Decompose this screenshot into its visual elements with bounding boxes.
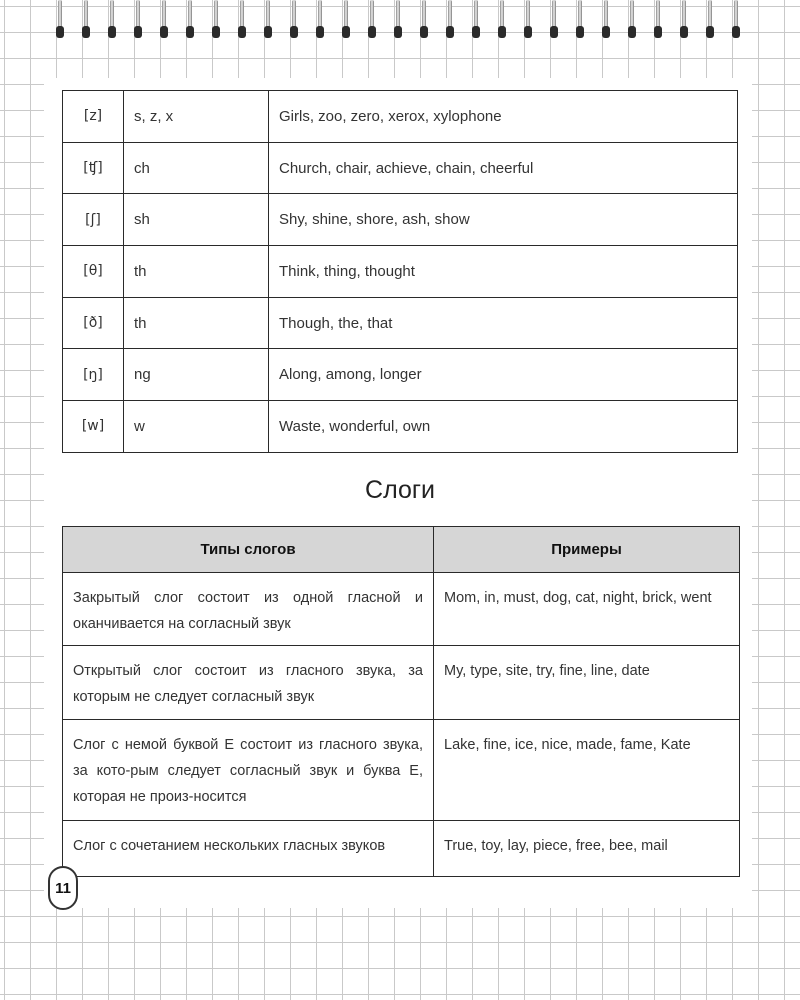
spiral-binding [0,0,800,46]
binding-ring [342,0,350,40]
syllable-examples-cell: Lake, fine, ice, nice, made, fame, Kate [434,720,740,821]
table-header-row [63,527,740,573]
binding-ring [134,0,142,40]
binding-ring [446,0,454,40]
table-row [63,194,738,246]
binding-ring [654,0,662,40]
syllable-examples-cell: True, toy, lay, piece, free, bee, mail [434,821,740,877]
syllable-examples-cell: Mom, in, must, dog, cat, night, brick, went [434,573,740,646]
table-row [63,349,738,401]
letters-cell: th [124,246,269,298]
sounds-table [62,90,738,453]
binding-ring [472,0,480,40]
examples-cell: Church, chair, achieve, chain, cheerful [269,142,738,194]
syllable-type-cell: Слог с сочетанием нескольких гласных звуков [63,821,434,877]
syllables-table [62,526,740,877]
binding-ring [186,0,194,40]
binding-ring [368,0,376,40]
syllable-examples-cell: My, type, site, try, fine, line, date [434,646,740,720]
table-row [63,646,740,720]
syllable-type-cell: Слог с немой буквой E состоит из гласного звука, за кото-рым следует согласный звук и буква E, которая не произ-носится [63,720,434,821]
binding-ring [160,0,168,40]
examples-cell: Along, among, longer [269,349,738,401]
letters-cell: w [124,401,269,453]
binding-ring [680,0,688,40]
section-title: Слоги [365,476,435,504]
binding-ring [212,0,220,40]
binding-ring [316,0,324,40]
binding-ring [576,0,584,40]
letters-cell: ng [124,349,269,401]
binding-ring [290,0,298,40]
binding-ring [550,0,558,40]
binding-ring [420,0,428,40]
examples-cell: Think, thing, thought [269,246,738,298]
binding-ring [602,0,610,40]
table-row [63,573,740,646]
letters-cell: th [124,297,269,349]
letters-cell: ch [124,142,269,194]
examples-cell: Shy, shine, shore, ash, show [269,194,738,246]
table-row [63,720,740,821]
table-row [63,91,738,143]
binding-ring [498,0,506,40]
examples-cell: Girls, zoo, zero, xerox, xylophone [269,91,738,143]
binding-ring [56,0,64,40]
column-header-examples: Примеры [434,527,740,573]
ipa-cell: [ʧ] [63,142,124,194]
binding-ring [524,0,532,40]
table-row [63,142,738,194]
table-row [63,821,740,877]
syllable-type-cell: Закрытый слог состоит из одной гласной и оканчивается на согласный звук [63,573,434,646]
examples-cell: Waste, wonderful, own [269,401,738,453]
column-header-types: Типы слогов [63,527,434,573]
binding-ring [238,0,246,40]
table-row [63,401,738,453]
binding-ring [628,0,636,40]
page-number: 11 [48,866,78,910]
letters-cell: sh [124,194,269,246]
binding-ring [706,0,714,40]
binding-ring [82,0,90,40]
binding-ring [108,0,116,40]
examples-cell: Though, the, that [269,297,738,349]
letters-cell: s, z, x [124,91,269,143]
binding-ring [264,0,272,40]
ipa-cell: [w] [63,401,124,453]
ipa-cell: [z] [63,91,124,143]
ipa-cell: [ʃ] [63,194,124,246]
ipa-cell: [θ] [63,246,124,298]
ipa-cell: [ð] [63,297,124,349]
syllable-type-cell: Открытый слог состоит из гласного звука, за которым не следует согласный звук [63,646,434,720]
binding-ring [732,0,740,40]
table-row [63,297,738,349]
table-row [63,246,738,298]
binding-ring [394,0,402,40]
ipa-cell: [ŋ] [63,349,124,401]
